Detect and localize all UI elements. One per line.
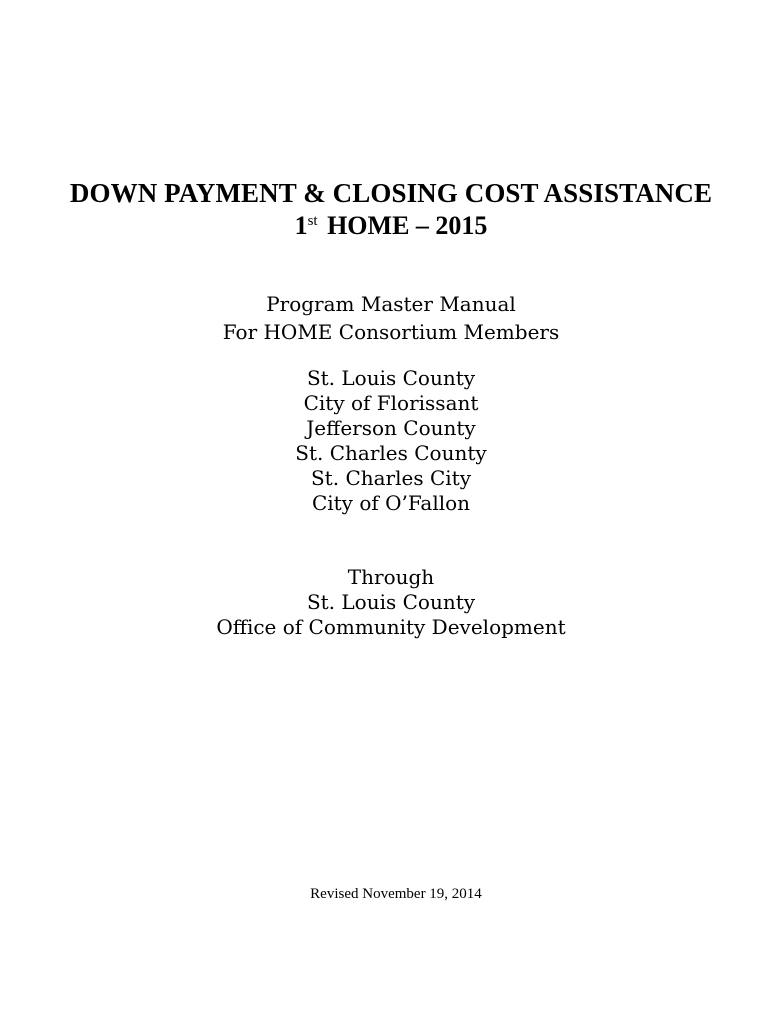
members-list (0, 366, 770, 516)
manual-heading (0, 290, 770, 346)
document-title: DOWN PAYMENT & CLOSING COST ASSISTANCE (69, 178, 713, 208)
member-item: St. Charles County (295, 441, 487, 465)
manual-line: For HOME Consortium Members (222, 320, 560, 344)
through-line: Through (347, 565, 435, 589)
through-line: Office of Community Development (216, 615, 566, 639)
subtitle-superscript: st (307, 213, 318, 229)
subtitle-number: 1 (294, 211, 308, 240)
member-item: City of Florissant (303, 391, 479, 415)
revision-date: Revised November 19, 2014 (310, 886, 482, 902)
manual-line: Program Master Manual (266, 292, 516, 316)
subtitle-text: HOME – 2015 (320, 211, 488, 240)
member-item: City of O’Fallon (311, 491, 471, 515)
member-item: Jefferson County (306, 416, 476, 440)
through-line: St. Louis County (306, 590, 476, 614)
member-item: St. Charles City (310, 466, 471, 490)
member-item: St. Louis County (306, 366, 476, 390)
document-subtitle (0, 211, 770, 241)
through-block (0, 565, 770, 640)
